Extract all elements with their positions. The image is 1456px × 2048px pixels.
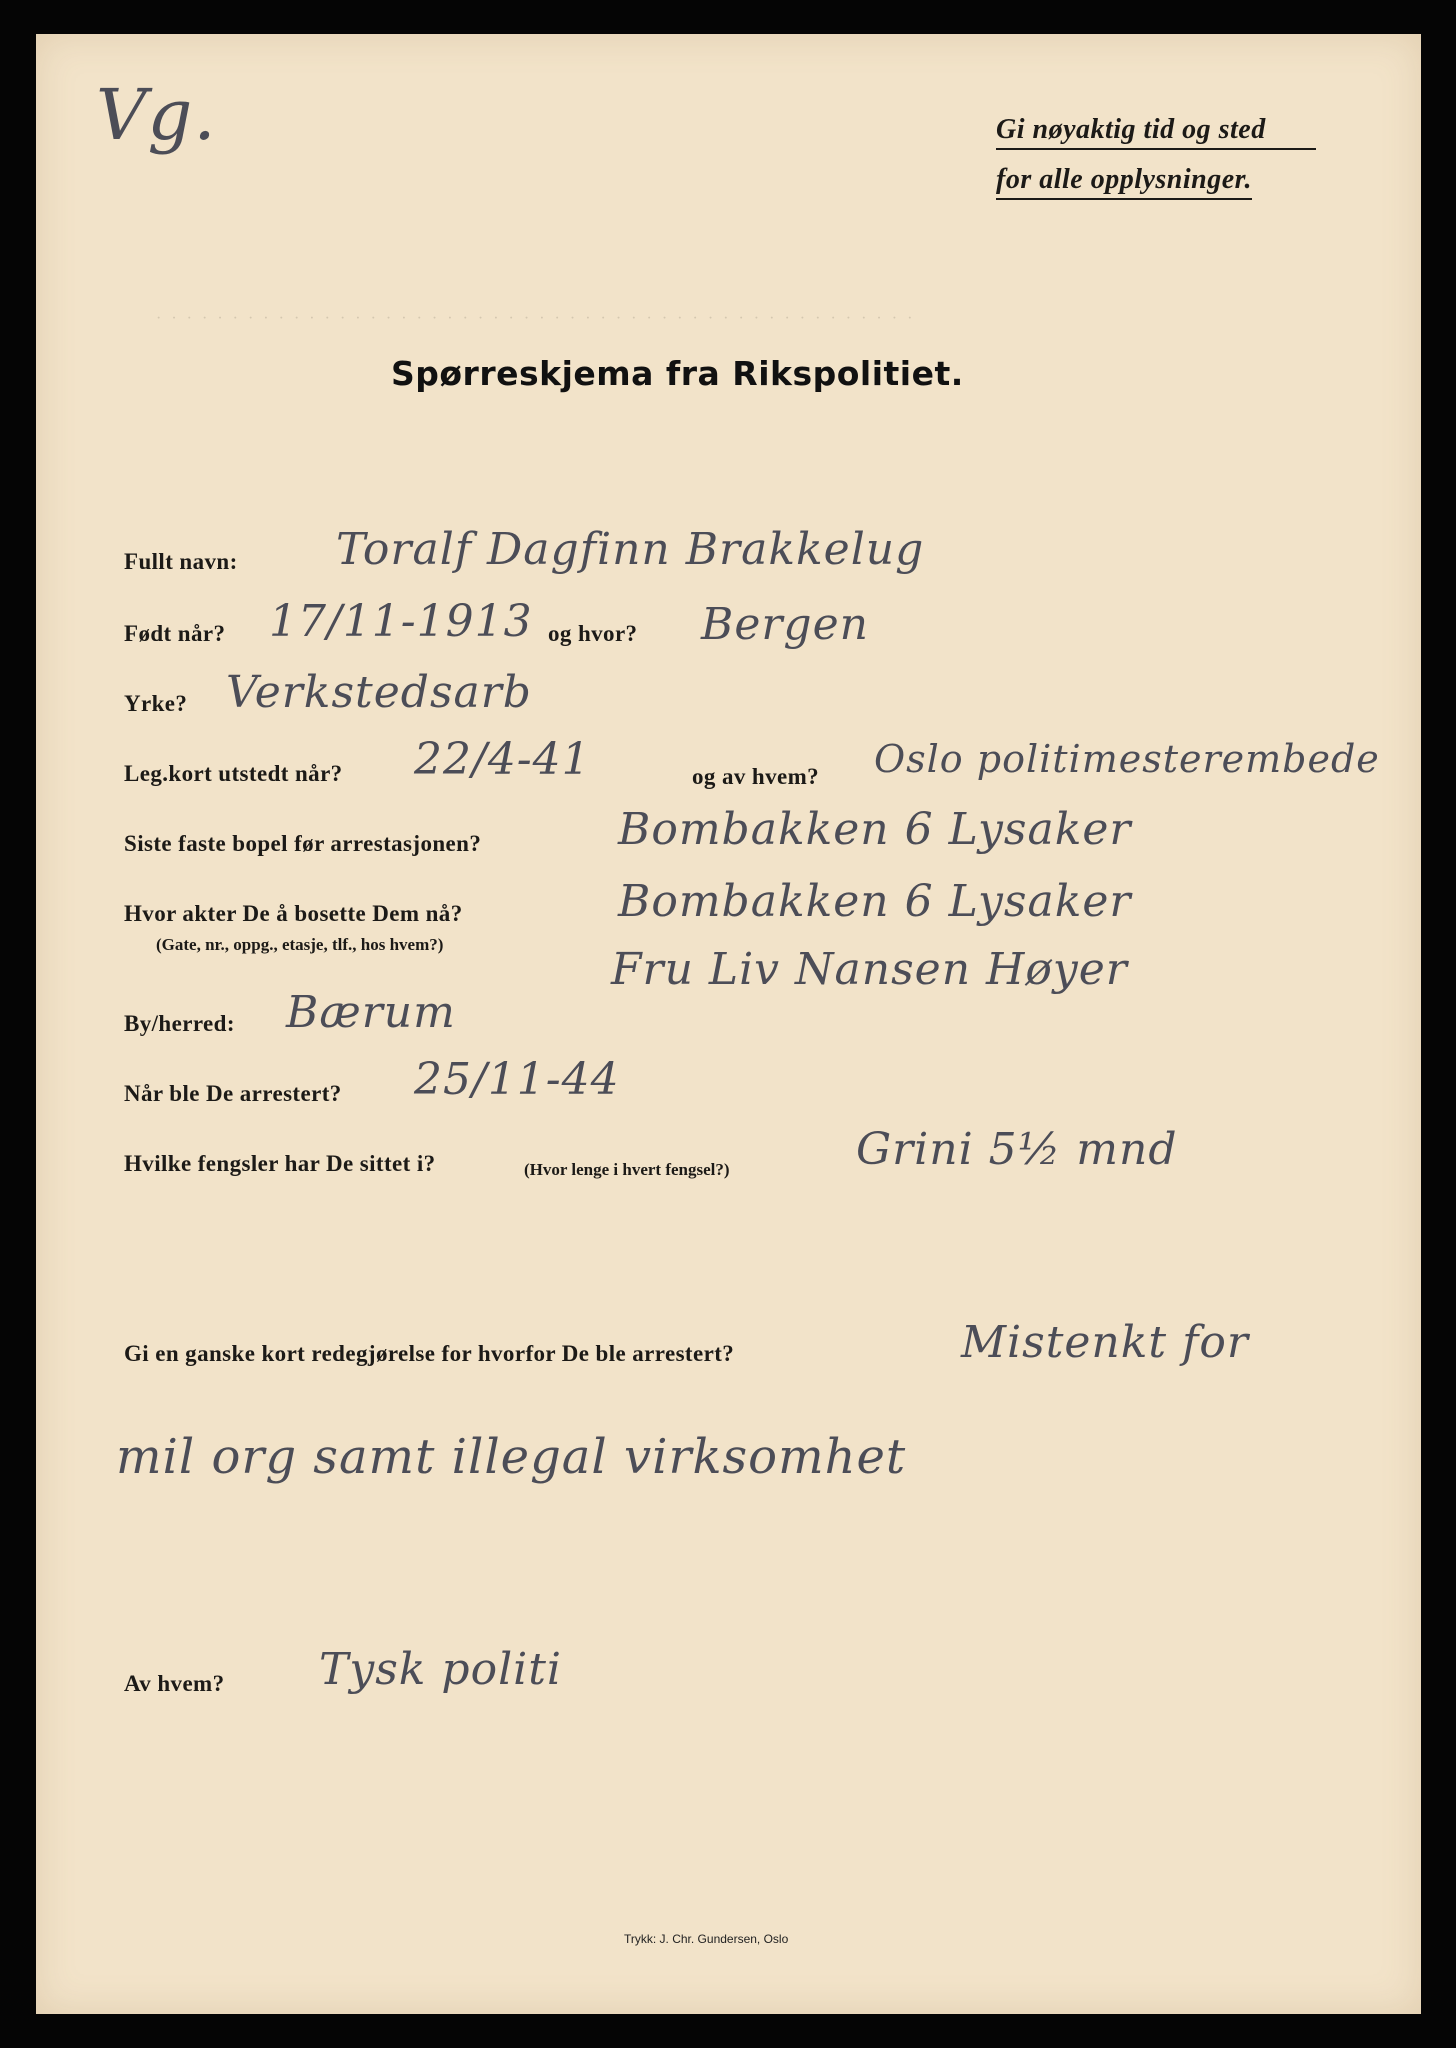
form-title: Spørreskjema fra Rikspolitiet. [391,354,964,393]
municipality-label: By/herred: [124,1011,235,1036]
printer-imprint: Trykk: J. Chr. Gundersen, Oslo [624,1932,789,1946]
instruction-note-line2: for alle opplysninger. [996,164,1252,200]
occupation-label: Yrke? [124,691,188,716]
municipality-value: Bærum [286,987,456,1038]
last-address-label: Siste faste bopel før arrestasjonen? [124,831,482,856]
born-where-label: og hvor? [548,621,638,646]
settle-label: Hvor akter De å bosette Dem nå? [124,901,463,926]
prisons-label: Hvilke fengsler har De sittet i? [124,1151,436,1176]
last-address-value: Bombakken 6 Lysaker [618,804,1132,855]
arrested-value: 25/11-44 [414,1054,620,1105]
settle-value: Bombakken 6 Lysaker [618,876,1132,927]
arrested-label: Når ble De arrestert? [124,1081,342,1106]
settle-sublabel: (Gate, nr., oppg., etasje, tlf., hos hvem?) [156,935,444,954]
handwritten-initials: Vg. [96,74,217,156]
reason-value-line2: mil org samt illegal virksomhet [116,1429,907,1485]
born-where-value: Bergen [701,599,869,650]
settle-value-line2: Fru Liv Nansen Høyer [611,944,1128,995]
questionnaire-page [36,34,1421,2014]
by-whom-value: Tysk politi [319,1644,562,1695]
idcard-when-label: Leg.kort utstedt når? [124,761,343,786]
reason-value: Mistenkt for [961,1317,1249,1368]
name-label: Fullt navn: [124,549,238,574]
bleed-through-text: · · · · · · · · · · · · · · · · · · · · · · · · · · · · · · · · · · · · · · · · · · · · · · · · · · [156,310,916,327]
occupation-value: Verkstedsarb [226,667,532,718]
prisons-value: Grini 5½ mnd [856,1124,1178,1175]
name-value: Toralf Dagfinn Brakkelug [336,524,925,575]
prisons-sublabel: (Hvor lenge i hvert fengsel?) [524,1160,730,1179]
by-whom-label: Av hvem? [124,1671,225,1696]
born-when-value: 17/11-1913 [269,596,533,647]
idcard-by-value: Oslo politimesterembede [874,737,1380,781]
instruction-note-line1: Gi nøyaktig tid og sted [996,114,1316,150]
idcard-when-value: 22/4-41 [414,734,591,785]
reason-label: Gi en ganske kort redegjørelse for hvorfor De ble arrestert? [124,1341,735,1366]
born-when-label: Født når? [124,621,226,646]
idcard-by-label: og av hvem? [692,764,820,789]
